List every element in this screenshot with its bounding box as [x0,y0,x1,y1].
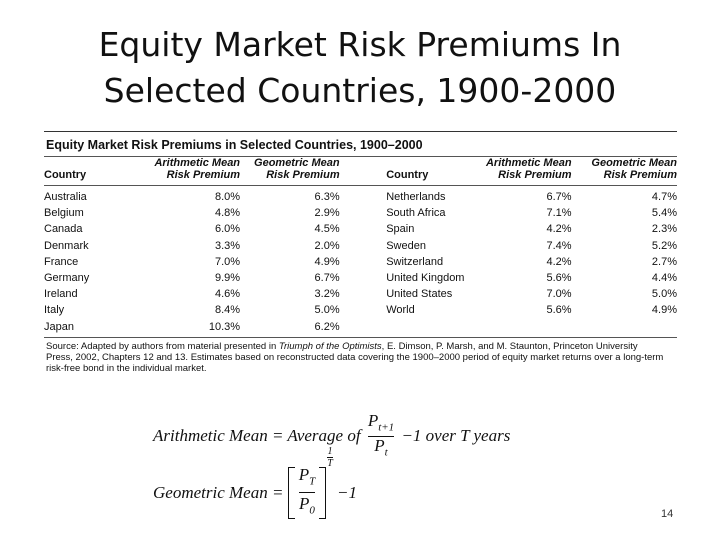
right-bracket [319,467,326,519]
top-rule [44,131,677,132]
geo-premium-cell: 6.3% [314,191,340,204]
arith-premium-cell: 4.2% [546,255,572,268]
geo-premium-cell: 5.2% [651,239,677,252]
geo-premium-cell: 6.2% [314,320,340,333]
header-arith-right-1: Arithmetic Mean [485,157,572,169]
arith-premium-cell: 7.4% [546,239,572,252]
geo-premium-cell: 4.4% [651,272,677,285]
one-over-t-exponent: $\frac{1}{T}$ [327,446,333,469]
arith-premium-cell: 7.1% [546,207,572,220]
country-cell: Netherlands [386,191,446,204]
arith-premium-cell: 4.6% [214,288,241,301]
column-gap [340,319,387,335]
arith-premium-cell: 9.9% [214,272,241,285]
column-gap [340,238,387,254]
geo-formula-rhs: −1 [337,482,357,502]
column-gap [340,270,387,286]
arith-premium-cell: 4.8% [214,207,241,220]
price-ratio-fraction: $\frac{P_{t+1}}{P_t}$ [367,411,395,459]
country-cell: Australia [44,191,87,204]
country-cell: Sweden [386,239,426,252]
header-country-left: Country [44,169,123,186]
geo-premium-cell: 6.7% [314,272,340,285]
header-arith-left-2: Risk Premium [123,169,240,186]
arith-premium-cell [486,319,572,335]
column-gap [340,221,387,237]
table-source-note [46,341,666,374]
geo-premium-cell: 4.5% [314,223,340,236]
country-cell: Italy [44,304,65,317]
geo-premium-cell: 5.0% [651,288,677,301]
column-gap [340,286,387,302]
slide-title-line-1: Equity Market Risk Premiums In [98,25,622,64]
risk-premium-table [44,157,677,335]
arith-premium-cell: 3.3% [214,239,241,252]
arith-premium-cell: 8.4% [214,304,241,317]
table-row [44,254,677,270]
geo-premium-cell: 2.7% [651,255,677,268]
column-gap [340,254,387,270]
slide-title [60,22,660,114]
slide-title-line-2: Selected Countries, 1900-2000 [103,71,617,110]
country-cell: Spain [386,223,415,236]
table-row [44,186,677,206]
arith-premium-cell: 7.0% [546,288,572,301]
page-number: 14 [661,508,674,520]
header-country-right: Country [386,169,485,186]
geo-premium-cell: 4.9% [651,304,677,317]
header-geo-right-2: Risk Premium [572,169,677,186]
country-cell: United Kingdom [386,272,465,285]
country-cell: Germany [44,272,90,285]
arith-formula-rhs: −1 over T years [401,425,511,445]
arith-premium-cell: 6.7% [546,191,572,204]
header-geo-right-1: Geometric Mean [591,157,677,169]
arith-premium-cell: 5.6% [546,272,572,285]
geo-formula-lhs: Geometric Mean = [153,482,284,502]
geo-premium-cell: 5.4% [651,207,677,220]
country-cell: Switzerland [386,255,444,268]
country-cell: France [44,255,79,268]
risk-premium-table-exhibit [44,131,677,374]
column-gap [340,302,387,318]
country-cell: South Africa [386,207,446,220]
table-row [44,270,677,286]
source-prefix: Source: Adapted by authors from material presented in [46,340,279,352]
country-cell: United States [386,288,453,301]
left-bracket [288,467,295,519]
source-suffix: , E. Dimson, P. Marsh, and M. Staunton, Princeton University Press, 2002, Chapters 12 and 13. Estimates based on reconstructed data covering the 1900–2000 period of equity market returns over a long-term risk-free bond in the individual market. [46,340,664,374]
geo-premium-cell: 2.0% [314,239,340,252]
country-cell: Denmark [44,239,89,252]
arith-formula-lhs: Arithmetic Mean = Average of [153,425,361,445]
bottom-rule [44,337,677,338]
header-geo-left-1: Geometric Mean [254,157,340,169]
country-cell: Ireland [44,288,78,301]
column-gap [340,205,387,221]
header-arith-left-1: Arithmetic Mean [154,157,241,169]
terminal-initial-price-fraction: $\frac{P_T}{P_0}$ [298,465,316,517]
country-cell: Belgium [44,207,84,220]
table-row [44,238,677,254]
arith-premium-cell: 6.0% [214,223,241,236]
table-row [44,302,677,318]
table-caption: Equity Market Risk Premiums in Selected Countries, 1900–2000 [46,138,423,152]
geo-premium-cell: 2.9% [314,207,340,220]
source-book-title: Triumph of the Optimists [278,340,382,352]
column-gap [340,186,387,206]
country-cell [386,319,485,335]
table-row [44,221,677,237]
geo-premium-cell: 5.0% [314,304,340,317]
arith-premium-cell: 4.2% [546,223,572,236]
table-row [44,286,677,302]
geo-premium-cell: 2.3% [651,223,677,236]
geo-premium-cell: 3.2% [314,288,340,301]
geo-premium-cell: 4.7% [651,191,677,204]
header-arith-right-2: Risk Premium [486,169,572,186]
country-cell: Japan [44,320,74,333]
header-geo-left-2: Risk Premium [240,169,340,186]
country-cell: Canada [44,223,83,236]
table-row [44,319,677,335]
arith-premium-cell: 5.6% [546,304,572,317]
arith-premium-cell: 10.3% [208,320,241,333]
country-cell: World [386,304,415,317]
geometric-mean-formula [153,446,357,522]
arith-premium-cell: 7.0% [214,255,241,268]
geo-premium-cell [572,319,677,335]
arith-premium-cell: 8.0% [214,191,241,204]
geo-premium-cell: 4.9% [314,255,340,268]
table-row [44,205,677,221]
